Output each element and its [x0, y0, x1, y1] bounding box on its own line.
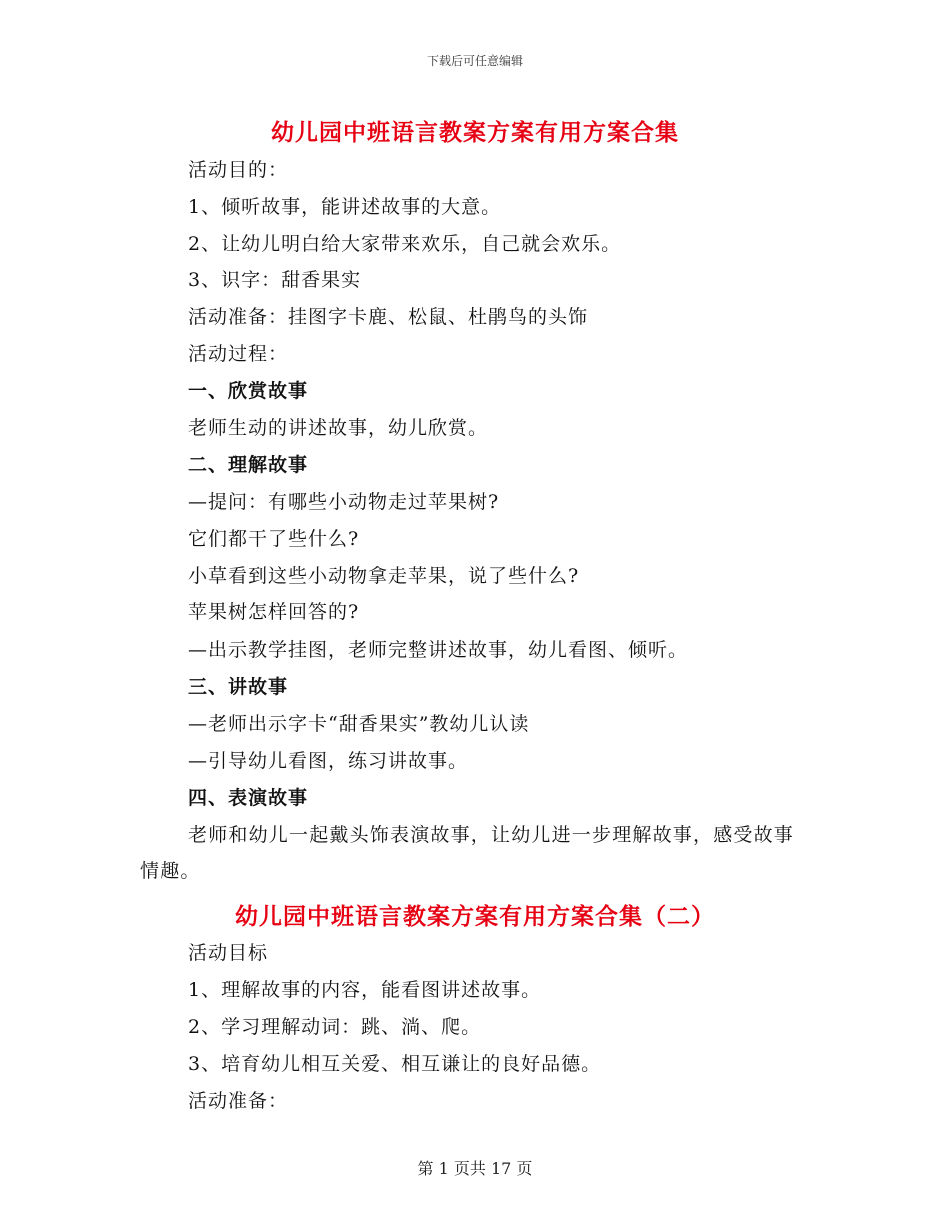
subheading: 三、讲故事: [188, 676, 289, 698]
text-line: 2、学习理解动词：跳、淌、爬。: [188, 1016, 482, 1038]
text-line: —引导幼儿看图，练习讲故事。: [188, 750, 469, 772]
text-line: 3、培育幼儿相互关爱、相互谦让的良好品德。: [188, 1053, 602, 1075]
text-line: 苹果树怎样回答的?: [188, 601, 360, 623]
body-paragraph: 老师和幼儿一起戴头饰表演故事，让幼儿进一步理解故事，感受故事情趣。: [140, 824, 795, 882]
section-title-2: 幼儿园中班语言教案方案有用方案合集（二）: [235, 903, 715, 930]
text-line: 2、让幼儿明白给大家带来欢乐，自己就会欢乐。: [188, 233, 622, 255]
text-line: —提问：有哪些小动物走过苹果树?: [188, 491, 500, 513]
subheading: 二、理解故事: [188, 454, 309, 476]
text-line: 老师生动的讲述故事，幼儿欣赏。: [188, 417, 489, 439]
text-line: 1、倾听故事，能讲述故事的大意。: [188, 196, 502, 218]
text-line: 活动准备：: [188, 1090, 289, 1112]
text-line: 活动目的：: [188, 159, 289, 181]
text-line: 活动准备：挂图字卡鹿、松鼠、杜鹃鸟的头饰: [188, 306, 589, 328]
text-line: 3、识字：甜香果实: [188, 269, 362, 291]
subheading: 一、欣赏故事: [188, 380, 309, 402]
text-line: 活动目标: [188, 942, 269, 964]
text-line: —出示教学挂图，老师完整讲述故事，幼儿看图、倾听。: [188, 639, 689, 661]
text-line: —老师出示字卡“甜香果实”教幼儿认读: [188, 713, 530, 735]
header-note: 下载后可任意编辑: [426, 54, 523, 68]
text-line: 它们都干了些什么?: [188, 528, 360, 550]
subheading: 四、表演故事: [188, 787, 309, 809]
section-title-1: 幼儿园中班语言教案方案有用方案合集: [271, 119, 679, 146]
text-line: 1、理解故事的内容，能看图讲述故事。: [188, 979, 542, 1001]
text-line: 活动过程：: [188, 343, 289, 365]
page-footer: 第 1 页共 17 页: [417, 1159, 533, 1178]
text-line: 小草看到这些小动物拿走苹果，说了些什么?: [188, 565, 580, 587]
